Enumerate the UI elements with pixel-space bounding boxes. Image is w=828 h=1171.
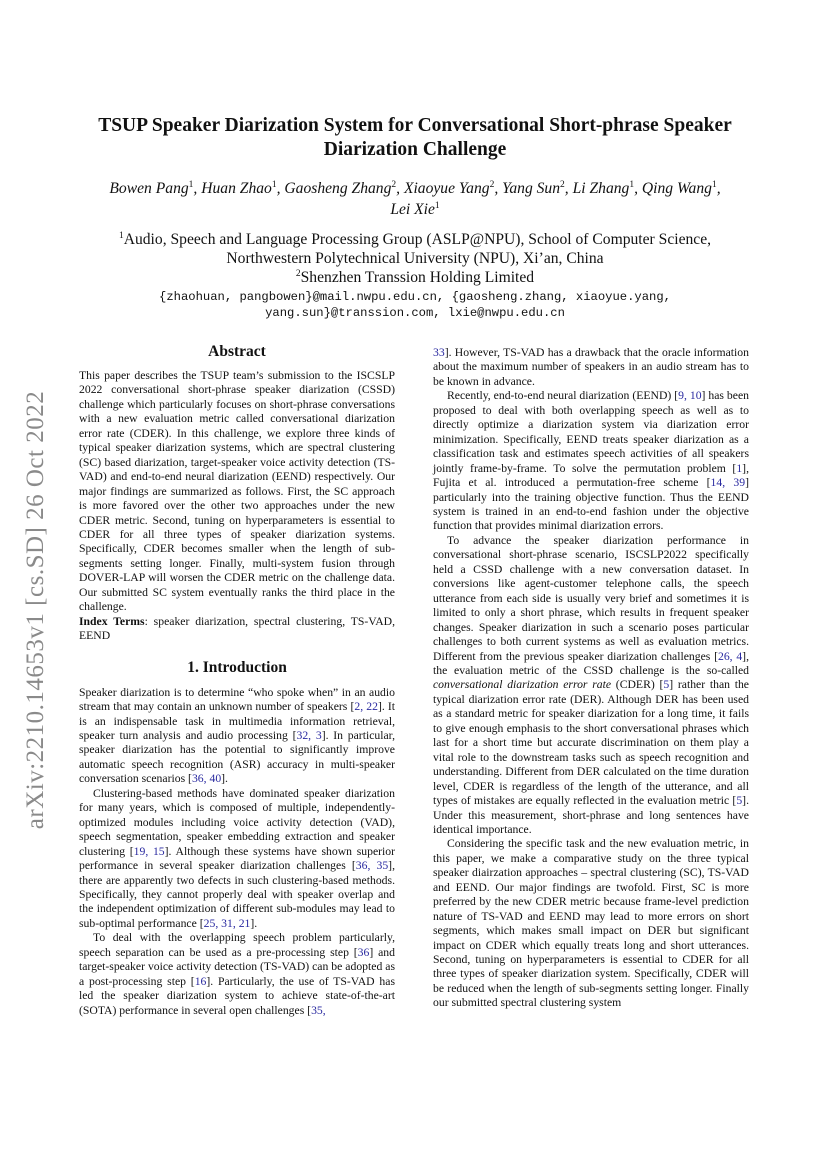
- citation-link[interactable]: 2, 22: [354, 700, 378, 714]
- text-run: ] rather than the typical diarization error rate (DER). Although DER has been used as a standard metric for speaker diarization for a long time, it fails to give enough emphasis to the short conversational phrases which last for a short time but accurate discrimination on them play a vital role to the downstream tasks such as speech recognition and understanding. Different from DER calculated on the time duration level, CDER is regardless of the length of the utterance, and all types of mistakes are equally reflected in the evaluation metric [: [433, 678, 749, 808]
- text-run: ], Fujita et al. introduced a permutation-free scheme [: [433, 461, 749, 490]
- citation-link[interactable]: 1: [736, 461, 743, 475]
- citation-link[interactable]: 16: [194, 974, 207, 988]
- text-run: To deal with the overlapping speech problem particularly, speech separation can be used as a pre-processing step [: [79, 931, 395, 959]
- text-run: Clustering-based methods have dominated speaker diarization for many years, which is composed of multiple, independently-optimized modules including voice activity detection (VAD), speech segmentation, speaker embedding extraction and speaker clustering [: [79, 786, 395, 858]
- author: Xiaoyue Yang: [403, 180, 490, 197]
- affiliation-mark: 2: [391, 180, 397, 190]
- citation-link[interactable]: 33: [433, 346, 445, 359]
- intro-paragraph-5: [433, 534, 749, 838]
- index-terms-text: : speaker diarization, spectral clustering, TS-VAD, EEND: [79, 614, 395, 643]
- affiliation-mark: 1: [118, 231, 124, 241]
- intro-paragraph-6: Considering the specific task and the new evaluation metric, in this paper, we make a comparative study on the three typical speaker diairzation approaches – spectral clustering (SC), TS-VAD and EEND. Our major findings are twofold. First, SC is more preferred by the new CDER metric because frame-level prediction nature of TS-VAD and EEND may lead to more errors on short segments, which makes small impact on DER but significant impact on CDER which equally treats long and short utterances. Second, tuning on hyperparameters is essential to CDER for all three types of speaker diarization system. Specifically, CDER will be reduced when the length of sub-segments setting longer. Finally our submitted spectral clustering system: [433, 837, 749, 1010]
- text-run: ].: [250, 916, 258, 930]
- paper-title: TSUP Speaker Diarization System for Conversational Short-phrase Speaker Diarization Challenge: [98, 115, 732, 160]
- affiliations: [70, 230, 760, 287]
- author: Huan Zhao: [201, 180, 272, 197]
- citation-link[interactable]: 36, 35: [355, 859, 389, 873]
- author: Li Zhang: [572, 180, 630, 197]
- intro-paragraph-1: [79, 686, 395, 787]
- intro-paragraph-3-cont: [433, 346, 749, 389]
- section-heading-introduction: 1. Introduction: [187, 658, 287, 676]
- author: Qing Wang: [641, 180, 712, 197]
- text-run: Recently, end-to-end neural diarization (EEND) [: [447, 389, 679, 403]
- intro-paragraph-4: [433, 389, 749, 534]
- citation-link[interactable]: 25, 31, 21: [203, 916, 251, 930]
- email-block: [70, 289, 760, 321]
- citation-link[interactable]: 36, 40: [191, 772, 222, 786]
- text-run: ] has been proposed to deal with both overlapping speech as well as to directly optimize a diarization system via diarization error minimization. Specifically, EEND treats speaker diarization as a classification task and estimates speech activities of all speakers jointly frame-by-frame. To solve the permutation problem [: [433, 389, 749, 475]
- affiliation-mark: 2: [295, 269, 301, 279]
- author: Bowen Pang: [109, 180, 189, 197]
- text-run: To advance the speaker diarization performance in conversational short-phrase scenario, ISCSLP2022 specifically held a CSSD challenge with a new conversation dataset. In conversions like agent-customer telephone calls, the speech utterance from each side is usually very brief and sometimes it is limited to only a short phrase, which results in frequent speaker changes. Speaker diarization in such a scenario poses particular challenges to both current systems as well as evaluation metrics. Different from the previous speaker diarization challenges [: [433, 533, 749, 663]
- affiliation-mark: 1: [188, 180, 194, 190]
- author: Yang Sun: [502, 180, 561, 197]
- affiliation-mark: 1: [711, 180, 717, 190]
- text-run: ] and target-speaker voice activity detection (TS-VAD) can be adopted as a post-processing step [: [79, 945, 395, 988]
- citation-link[interactable]: 36: [357, 945, 370, 959]
- author: Gaosheng Zhang: [284, 180, 392, 197]
- affiliation-1-line-1: Audio, Speech and Language Processing Group (ASLP@NPU), School of Computer Science,: [123, 231, 712, 248]
- right-column: [433, 346, 749, 1011]
- citation-link[interactable]: 5: [663, 678, 670, 692]
- affiliation-mark: 1: [434, 201, 440, 211]
- index-terms: [79, 615, 395, 644]
- citation-link[interactable]: 26, 4: [717, 649, 743, 663]
- affiliation-mark: 1: [271, 180, 277, 190]
- text-run: ]. Under this measurement, short-phrase and long sentences have identical importance.: [433, 794, 749, 836]
- text-run: (CDER) [: [611, 678, 664, 692]
- citation-link[interactable]: 32, 3: [296, 728, 322, 742]
- citation-link[interactable]: 35,: [311, 1003, 326, 1017]
- citation-link[interactable]: 19, 15: [133, 844, 165, 858]
- affiliation-mark: 1: [629, 180, 635, 190]
- text-run: ].: [221, 772, 228, 786]
- citation-link[interactable]: 14, 39: [710, 476, 746, 490]
- text-run: ]. However, TS-VAD has a drawback that the oracle information about the maximum number of speakers in an audio stream has to be known in advance.: [433, 346, 749, 388]
- arxiv-stamp: [10, 360, 62, 860]
- text-run: ]. Although these systems have shown superior performance in several speaker diarization challenges [: [79, 844, 396, 873]
- arxiv-stamp-text: arXiv:2210.14653v1 [cs.SD] 26 Oct 2022: [22, 390, 49, 830]
- abstract-text: This paper describes the TSUP team’s submission to the ISCSLP 2022 conversational short-phrase speaker diarization (CSSD) challenge which particularly focuses on short-phrase conversations with a new evaluation metric called conversational diarization error rate (CDER). In this challenge, we explore three kinds of typical speaker diarization systems, which are spectral clustering (SC) based diarization, target-speaker voice activity detection (TS-VAD) and end-to-end neural diarization (EEND) respectively. Our major findings are summarized as follows. First, the SC approach is more favored over the other two approaches under the new CDER metric. Second, tuning on hyperparameters is essential to CDER for all three types of speaker diarization systems. Specifically, CDER becomes smaller when the length of sub-segments setting longer. Finally, multi-system fusion through DOVER-LAP will worsen the CDER metric on the challenge data. Our submitted SC system eventually ranks the third place in the challenge.: [79, 369, 395, 614]
- index-terms-label: Index Terms: [79, 614, 145, 628]
- affiliation-2: Shenzhen Transsion Holding Limited: [300, 269, 535, 286]
- emphasis-cder: conversational diarization error rate: [433, 678, 612, 692]
- author-list: Bowen Pang$^1$, Huan Zhao$^1$, Gaosheng Zhang$^2$, Xiaoyue Yang$^2$, Yang Sun$^2$, Li Zhang$^1$, Qing Wang$^1$, Lei Xie$^1$: [109, 180, 721, 218]
- text-run: ]. It is an indispensable task in multimedia information retrieval, speaker turn analysis and audio processing [: [79, 700, 396, 742]
- affiliation-1-line-2: Northwestern Polytechnical University (NPU), Xi’an, China: [226, 250, 604, 267]
- affiliation-mark: 2: [560, 180, 565, 190]
- author: Lei Xie: [390, 201, 435, 218]
- affiliation-mark: 2: [489, 180, 495, 190]
- citation-link[interactable]: 5: [736, 794, 743, 808]
- citation-link[interactable]: 9, 10: [678, 389, 702, 403]
- email-line-2: yang.sun}@transsion.com, lxie@nwpu.edu.cn: [265, 306, 565, 320]
- left-column: [79, 343, 395, 1018]
- text-run: ]. In particular, speaker diarization has the potential to significantly improve automatic speech recognition (ASR) accuracy in multi-speaker conversation scenarios [: [79, 728, 396, 786]
- email-line-1: {zhaohuan, pangbowen}@mail.nwpu.edu.cn, {gaosheng.zhang, xiaoyue.yang,: [159, 290, 671, 304]
- text-run: ] particularly into the training objective function. Thus the EEND system is trained in an end-to-end fashion under the objective function that provides minimal diarization errors.: [433, 476, 749, 533]
- text-run: ], the evaluation metric of the CSSD challenge is the so-called: [433, 649, 749, 677]
- text-run: ], there are apparently two defects in such clustering-based methods. Specifically, they cannot properly deal with speaker overlap and the independent optimization of different sub-modules may lead to sub-optimal performance [: [79, 859, 395, 930]
- text-run: Speaker diarization is to determine “who spoke when” in an audio stream that may contain an unknown number of speakers [: [79, 685, 395, 714]
- intro-paragraph-2: [79, 787, 395, 932]
- intro-paragraph-3: [79, 931, 395, 1018]
- abstract-heading: Abstract: [208, 343, 266, 360]
- text-run: ]. Particularly, the use of TS-VAD has led the speaker diarization system to achieve state-of-the-art (SOTA) performance in several open challenges [: [79, 974, 395, 1017]
